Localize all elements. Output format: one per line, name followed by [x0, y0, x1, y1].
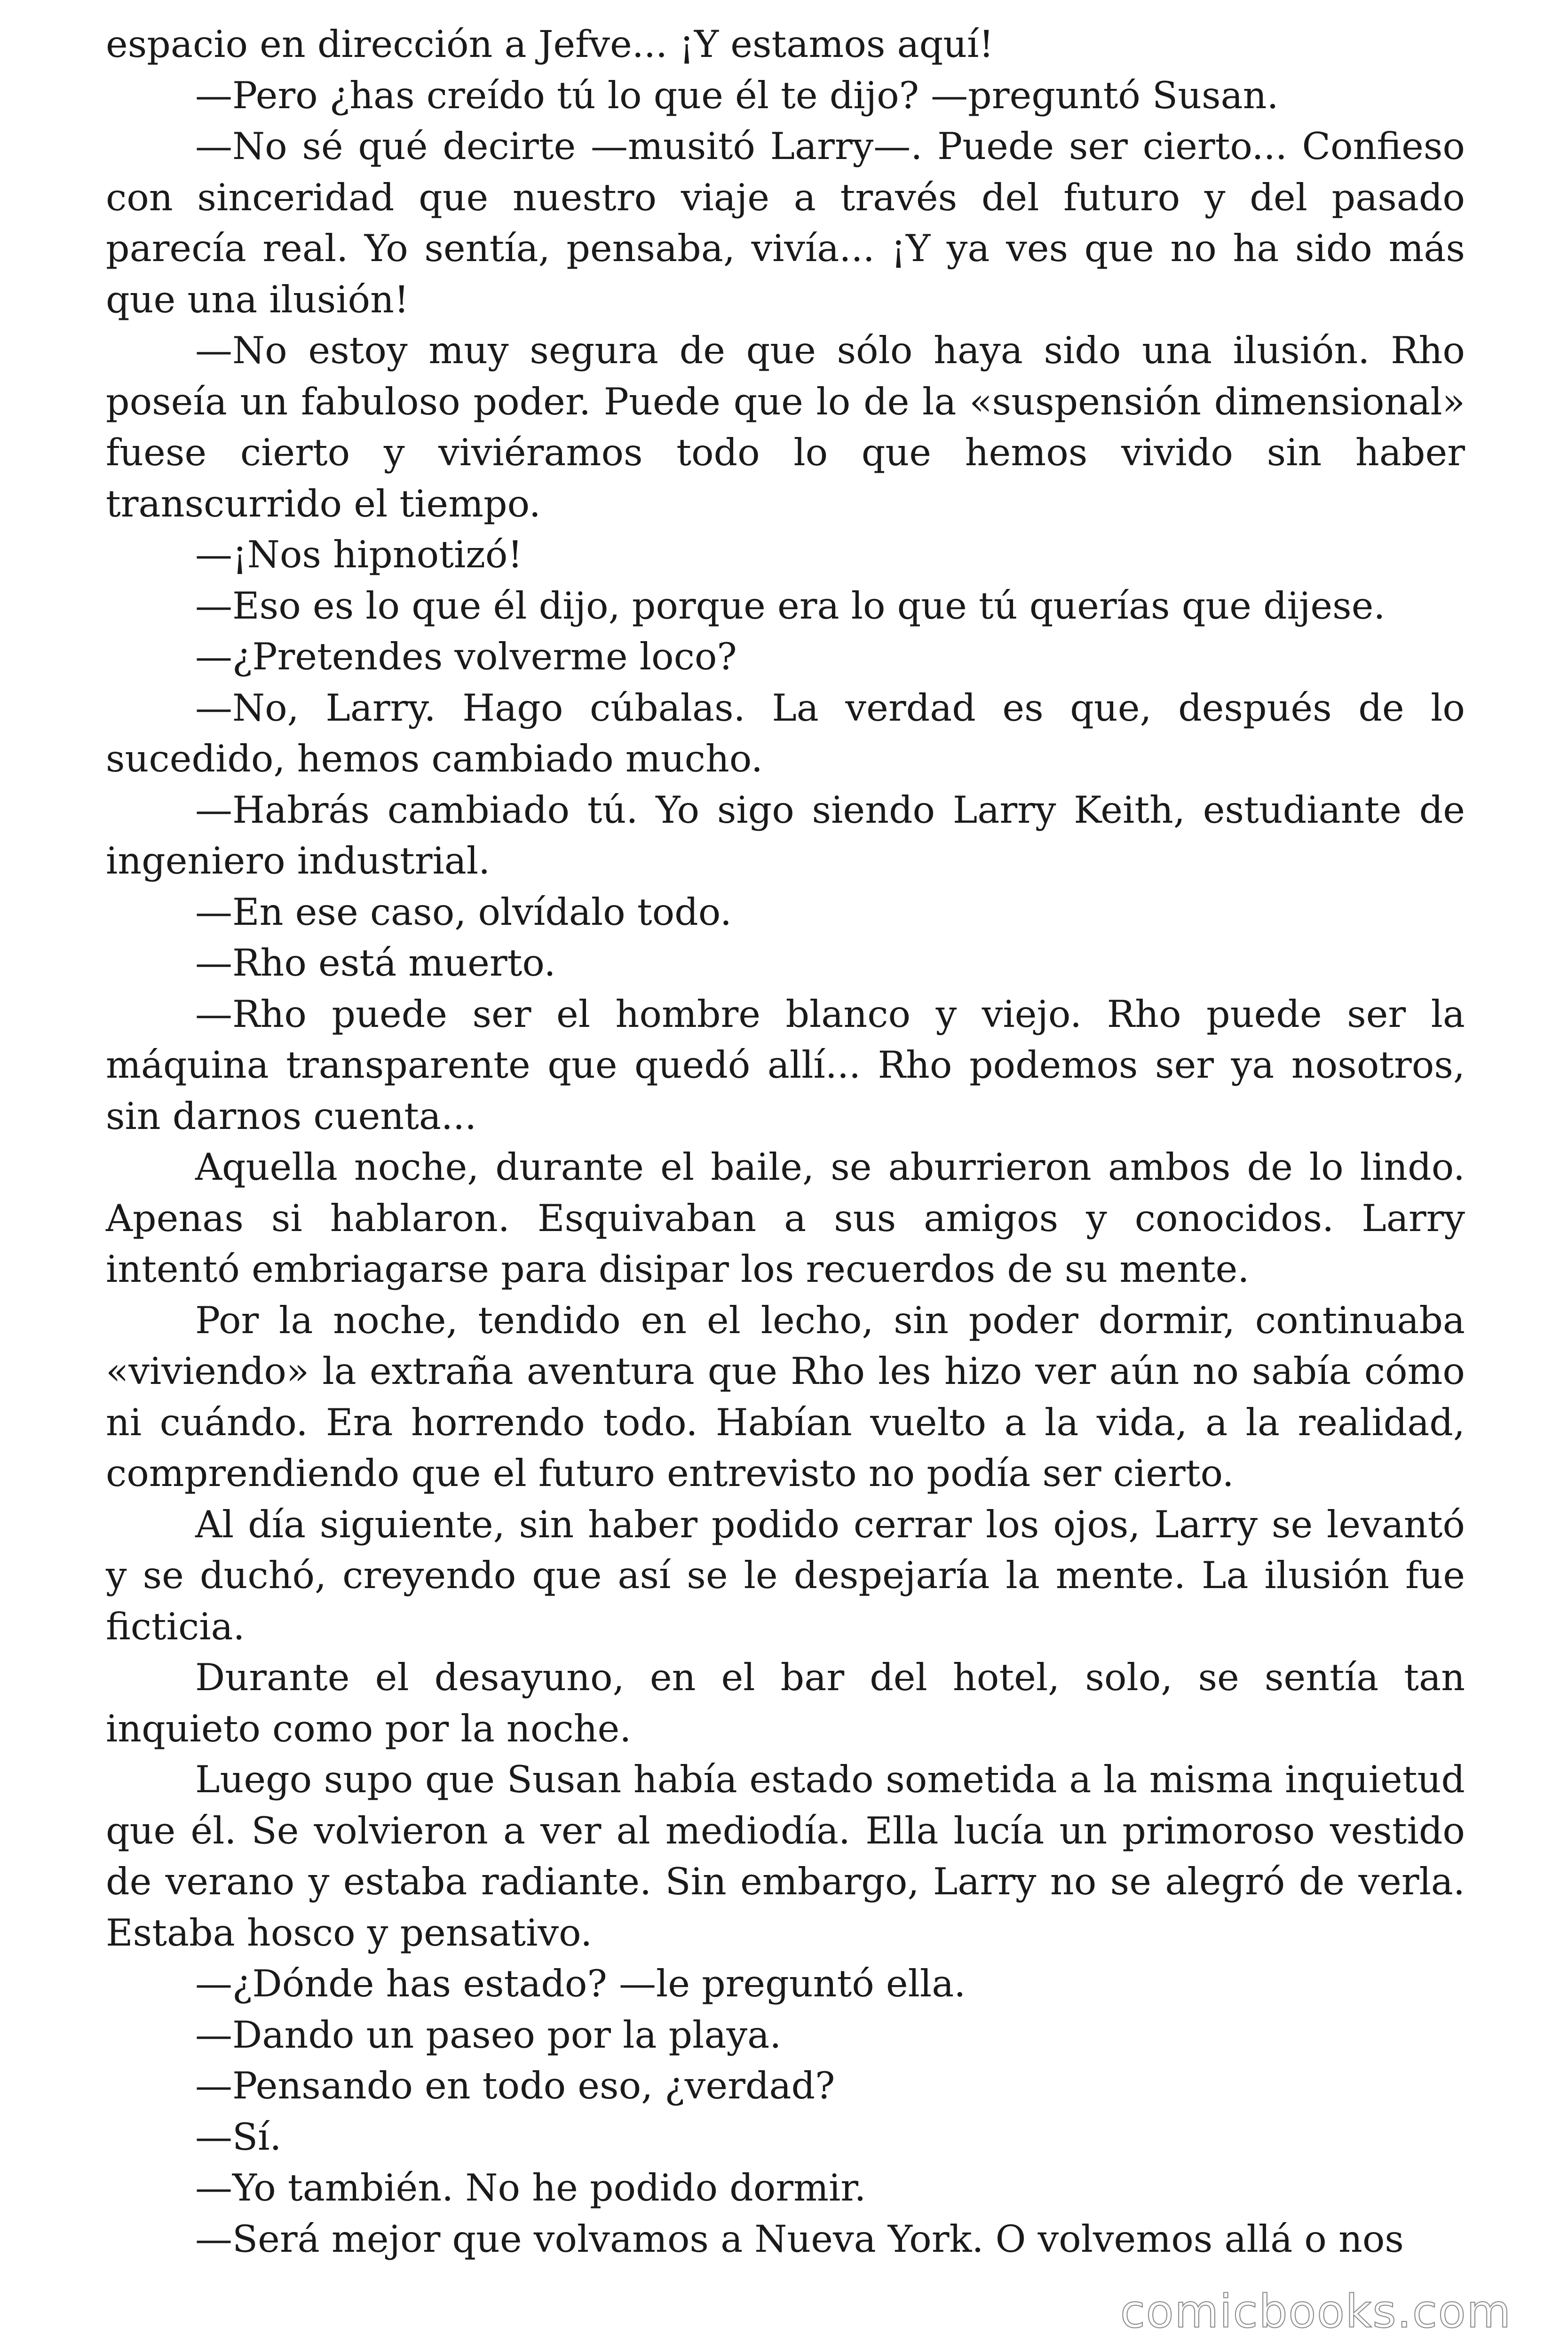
- page-text: [106, 19, 1465, 2265]
- paragraph-5: —¡Nos hipnotizó!: [195, 533, 523, 576]
- paragraph-14: Por la noche, tendido en el lecho, sin poder dormir, continuaba «viviendo» la extraña aventura que Rho les hizo ver aún no sabía cómo ni cuándo. Era horrendo todo. Habían vuelto a la vida, a la realidad, comprendiendo que el futuro entrevisto no podía ser cierto.: [106, 1298, 1465, 1495]
- paragraph-9: —Habrás cambiado tú. Yo sigo siendo Larry Keith, estudiante de ingeniero industrial.: [106, 788, 1465, 882]
- paragraph-11: —Rho está muerto.: [195, 941, 556, 985]
- paragraph-21: —Sí.: [195, 2115, 282, 2159]
- paragraph-1: espacio en dirección a Jefve... ¡Y estamos aquí!: [106, 23, 994, 66]
- paragraph-16: Durante el desayuno, en el bar del hotel, solo, se sentía tan inquieto como por la noche.: [106, 1656, 1465, 1750]
- paragraph-6: —Eso es lo que él dijo, porque era lo que tú querías que dijese.: [195, 584, 1386, 628]
- paragraph-19: —Dando un paseo por la playa.: [195, 2013, 782, 2057]
- paragraph-7: —¿Pretendes volverme loco?: [195, 635, 737, 678]
- paragraph-13: Aquella noche, durante el baile, se aburrieron ambos de lo lindo. Apenas si hablaron. Esquivaban a sus amigos y conocidos. Larry intentó embriagarse para disipar los recuerdos de su mente.: [106, 1145, 1465, 1291]
- paragraph-2: —Pero ¿has creído tú lo que él te dijo? —preguntó Susan.: [195, 73, 1279, 117]
- paragraph-4: —No estoy muy segura de que sólo haya sido una ilusión. Rho poseía un fabuloso poder. Puede que lo de la «suspensión dimensional» fuese cierto y viviéramos todo lo que hemos vivido sin haber transcurrido el tiempo.: [106, 329, 1465, 525]
- watermark-logo: comicbooks.com: [1120, 2285, 1512, 2338]
- paragraph-22: —Yo también. No he podido dormir.: [195, 2166, 866, 2209]
- paragraph-23: —Será mejor que volvamos a Nueva York. O volvemos allá o nos: [195, 2217, 1404, 2261]
- paragraph-17: Luego supo que Susan había estado sometida a la misma inquietud que él. Se volvieron a ver al mediodía. Ella lucía un primoroso vestido de verano y estaba radiante. Sin embargo, Larry no se alegró de verla. Estaba hosco y pensativo.: [106, 1758, 1465, 1955]
- paragraph-18: —¿Dónde has estado? —le preguntó ella.: [195, 1962, 966, 2005]
- paragraph-3: —No sé qué decirte —musitó Larry—. Puede ser cierto... Confieso con sinceridad que nuestro viaje a través del futuro y del pasado parecía real. Yo sentía, pensaba, vivía... ¡Y ya ves que no ha sido más que una ilusión!: [106, 125, 1465, 321]
- paragraph-15: Al día siguiente, sin haber podido cerrar los ojos, Larry se levantó y se duchó, creyendo que así se le despejaría la mente. La ilusión fue ficticia.: [106, 1502, 1465, 1648]
- paragraph-20: —Pensando en todo eso, ¿verdad?: [195, 2064, 835, 2107]
- paragraph-12: —Rho puede ser el hombre blanco y viejo. Rho puede ser la máquina transparente que quedó allí... Rho podemos ser ya nosotros, sin darnos cuenta...: [106, 992, 1465, 1138]
- paragraph-8: —No, Larry. Hago cúbalas. La verdad es que, después de lo sucedido, hemos cambiado mucho.: [106, 686, 1465, 780]
- paragraph-10: —En ese caso, olvídalo todo.: [195, 890, 732, 934]
